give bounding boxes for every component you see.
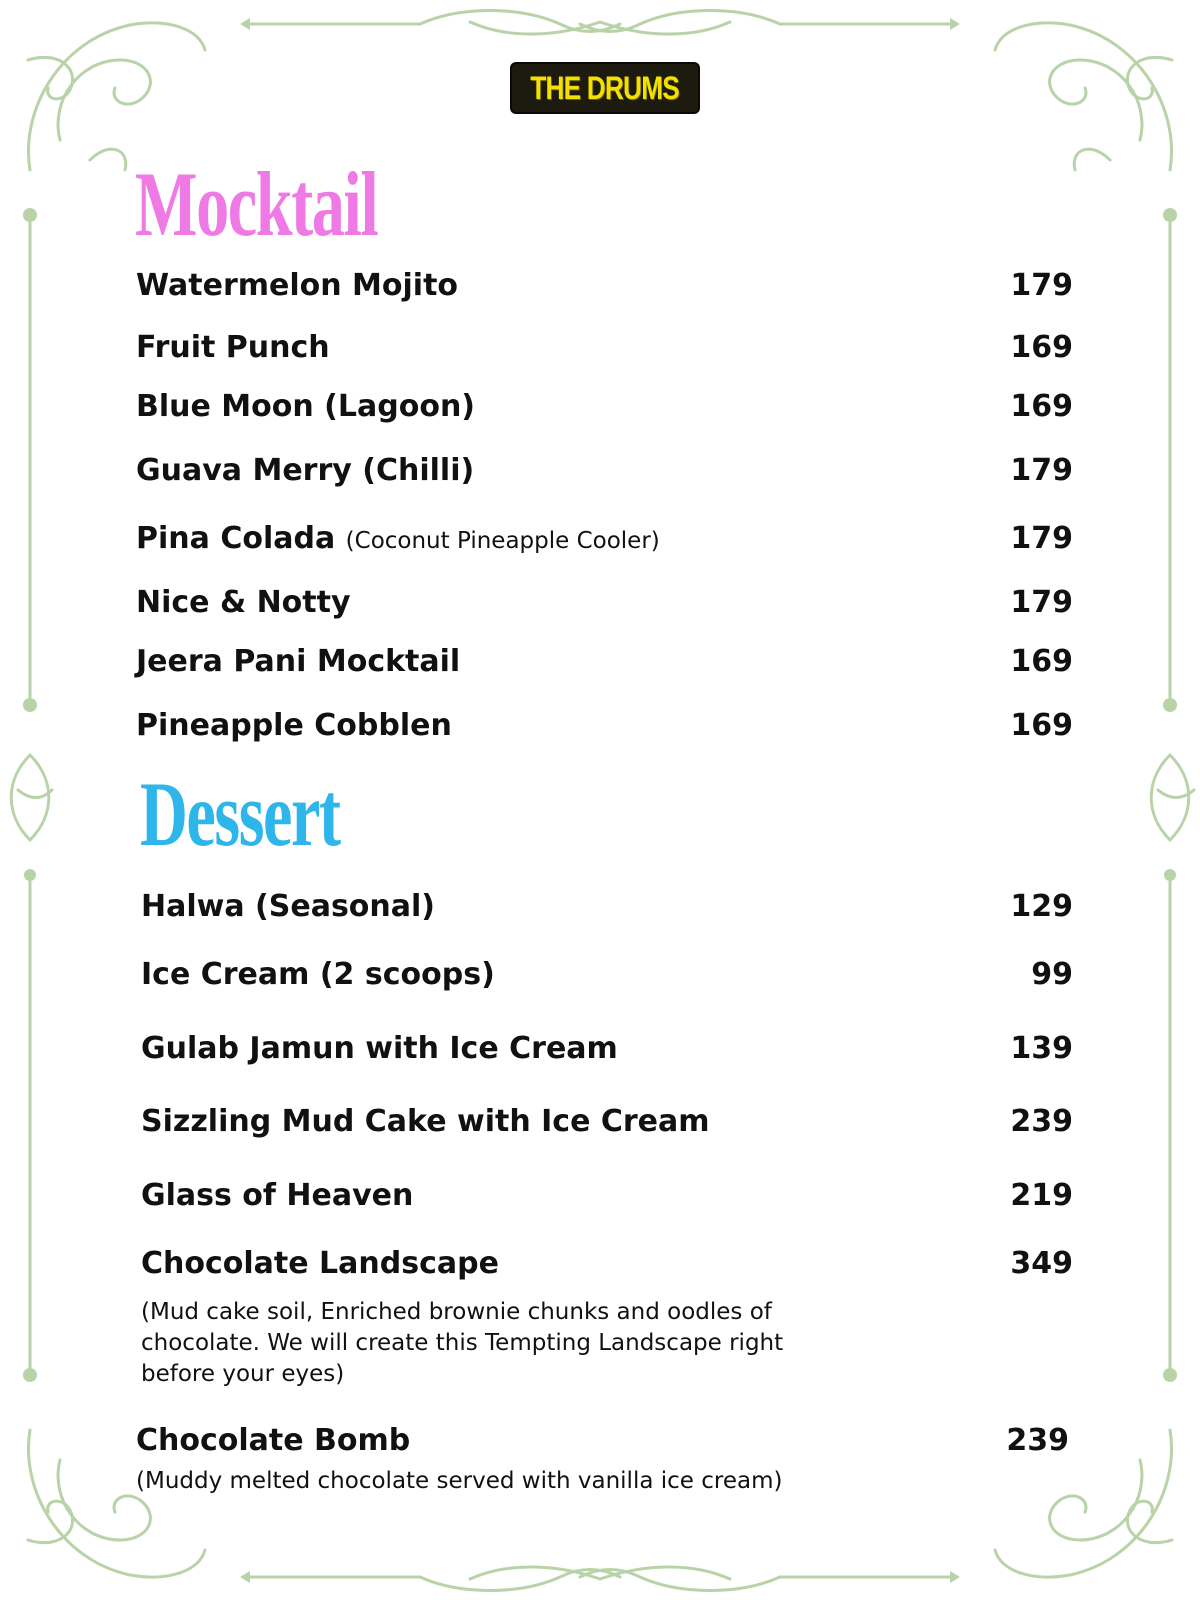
item-name: Jeera Pani Mocktail: [136, 644, 461, 679]
item-name: Fruit Punch: [136, 330, 330, 365]
item-price: 129: [1010, 889, 1073, 924]
dessert-section-title: Dessert: [140, 763, 340, 865]
restaurant-logo: [510, 62, 700, 114]
item-name: Blue Moon (Lagoon): [136, 389, 476, 424]
item-price: 239: [1010, 1104, 1073, 1139]
item-name: Pineapple Cobblen: [136, 708, 452, 743]
logo-text: THE DRUMS: [530, 69, 680, 106]
item-description: (Muddy melted chocolate served with vanilla ice cream): [136, 1468, 783, 1494]
item-name: Glass of Heaven: [141, 1178, 414, 1213]
item-price: 99: [1031, 957, 1073, 992]
item-price: 179: [1010, 585, 1073, 620]
item-price: 239: [1006, 1423, 1069, 1458]
item-price: 179: [1010, 521, 1073, 556]
item-name: Watermelon Mojito: [136, 268, 459, 303]
item-name: Nice & Notty: [136, 585, 351, 620]
item-price: 169: [1010, 330, 1073, 365]
item-price: 179: [1010, 453, 1073, 488]
item-price: 169: [1010, 644, 1073, 679]
item-description: (Mud cake soil, Enriched brownie chunks and oodles of chocolate. We will create this Tempting Landscape right before your eyes): [141, 1299, 784, 1387]
item-name: Pina Colada: [136, 521, 336, 556]
item-price: 179: [1010, 268, 1073, 303]
item-name: Halwa (Seasonal): [141, 889, 436, 924]
mocktail-section-title: Mocktail: [135, 153, 378, 255]
item-name: Sizzling Mud Cake with Ice Cream: [141, 1104, 710, 1139]
item-name: Chocolate Bomb: [136, 1423, 411, 1458]
item-name: Ice Cream (2 scoops): [141, 957, 495, 992]
item-name: Chocolate Landscape: [141, 1246, 499, 1281]
item-price: 169: [1010, 389, 1073, 424]
item-price: 139: [1010, 1031, 1073, 1066]
item-name: Guava Merry (Chilli): [136, 453, 475, 488]
item-name-with-note: [136, 521, 660, 559]
item-note: (Coconut Pineapple Cooler): [345, 528, 660, 554]
item-name: Gulab Jamun with Ice Cream: [141, 1031, 618, 1066]
item-price: 349: [1010, 1246, 1073, 1281]
item-price: 169: [1010, 708, 1073, 743]
item-price: 219: [1010, 1178, 1073, 1213]
